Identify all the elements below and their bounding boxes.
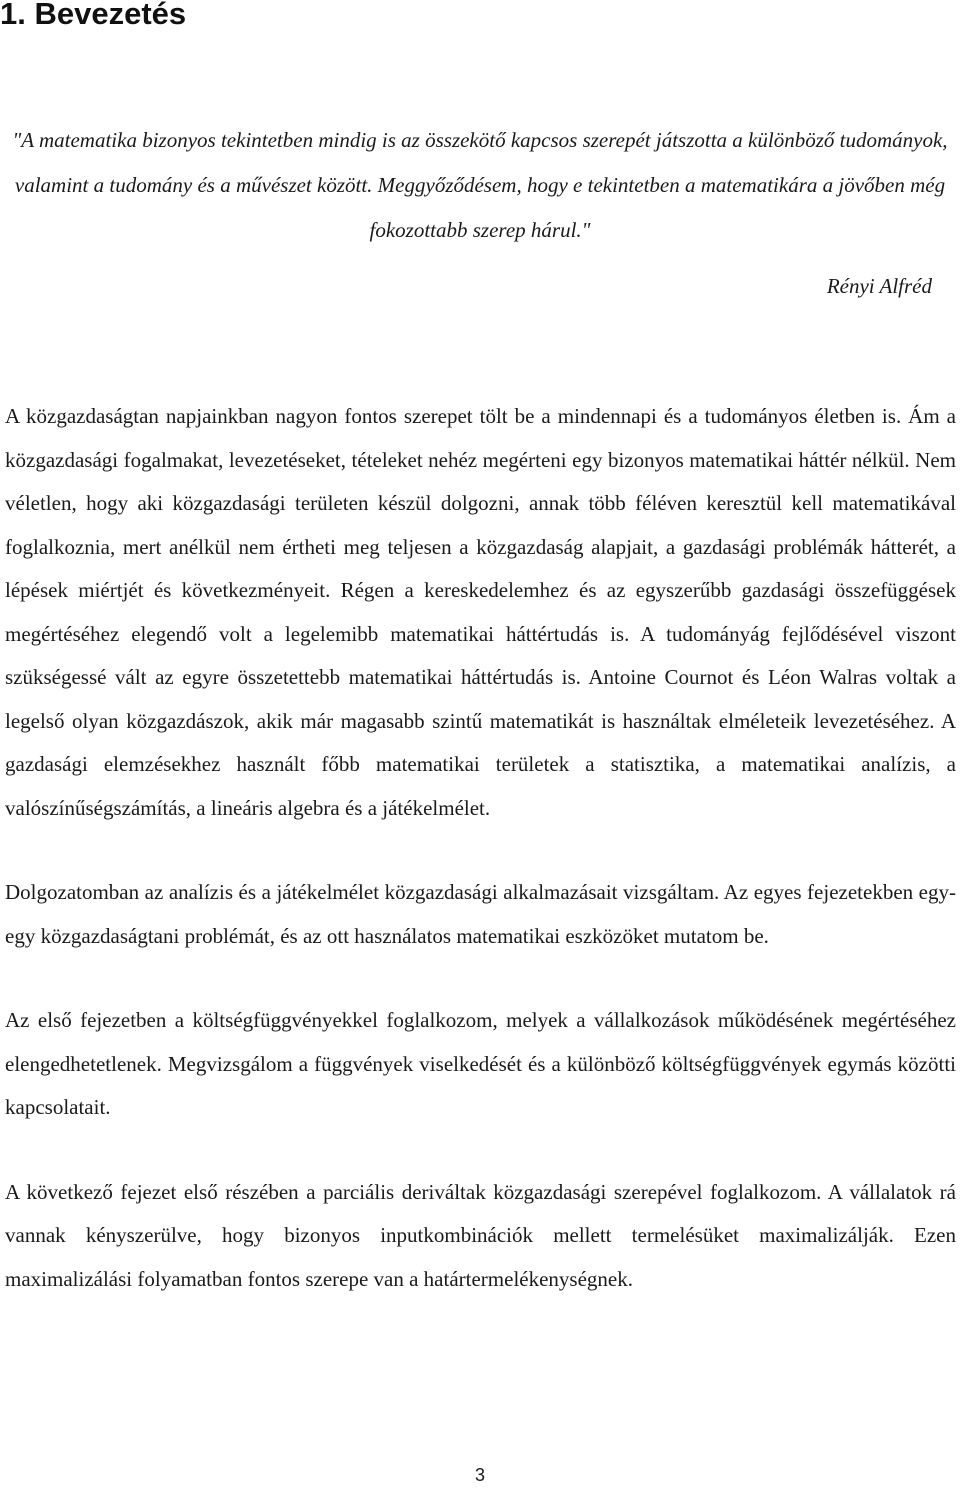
- paragraph: A közgazdaságtan napjainkban nagyon fontos szerepet tölt be a mindennapi és a tudományos életben is. Ám a közgazdasági fogalmakat, levezetéseket, tételeket nehéz megérteni egy bizonyos matematikai háttér nélkül. Nem véletlen, hogy aki közgazdasági területen készül dolgozni, annak több féléven keresztül kell matematikával foglalkoznia, mert anélkül nem értheti meg teljesen a közgazdaság alapjait, a gazdasági problémák hátterét, a lépések miértjét és következményeit. Régen a kereskedelemhez és az egyszerűbb gazdasági összefüggések megértéséhez elegendő volt a legelemibb matematikai háttértudás is. A tudományág fejlődésével viszont szükségessé vált az egyre összetettebb matematikai háttértudás is. Antoine Cournot és Léon Walras voltak a legelső olyan közgazdászok, akik már magasabb szintű matematikát is használtak elméleteik levezetéséhez. A gazdasági elemzésekhez használt főbb matematikai területek a statisztika, a matematikai analízis, a valószínűségszámítás, a lineáris algebra és a játékelmélet.: [5, 404, 956, 820]
- epigraph-author: Rényi Alfréd: [826, 274, 932, 298]
- page-number: 3: [474, 1465, 485, 1485]
- paragraph: A következő fejezet első részében a parciális deriváltak közgazdasági szerepével foglalkozom. A vállalatok rá vannak kényszerülve, hogy bizonyos inputkombinációk mellett termelésüket maximalizálják. Ezen maximalizálási folyamatban fontos szerepe van a határtermelékenységnek.: [5, 1179, 956, 1291]
- paragraph: Dolgozatomban az analízis és a játékelmélet közgazdasági alkalmazásait vizsgáltam. Az egyes fejezetekben egy-egy közgazdaságtani problémát, és az ott használatos matematikai eszközöket mutatom be.: [5, 880, 956, 948]
- epigraph-quote: "A matematika bizonyos tekintetben mindig is az összekötő kapcsos szerepét játszotta a különböző tudományok, valamint a tudomány és a művészet között. Meggyőződésem, hogy e tekintetben a matematikára a jövőben még fokozottabb szerep hárul.": [12, 128, 948, 242]
- body-text: [5, 395, 956, 1301]
- paragraph: Az első fejezetben a költségfüggvényekkel foglalkozom, melyek a vállalkozások működésének megértéséhez elengedhetetlenek. Megvizsgálom a függvények viselkedését és a különböző költségfüggvények egymás közötti kapcsolatait.: [5, 1008, 956, 1119]
- section-heading: 1. Bevezetés: [0, 0, 187, 31]
